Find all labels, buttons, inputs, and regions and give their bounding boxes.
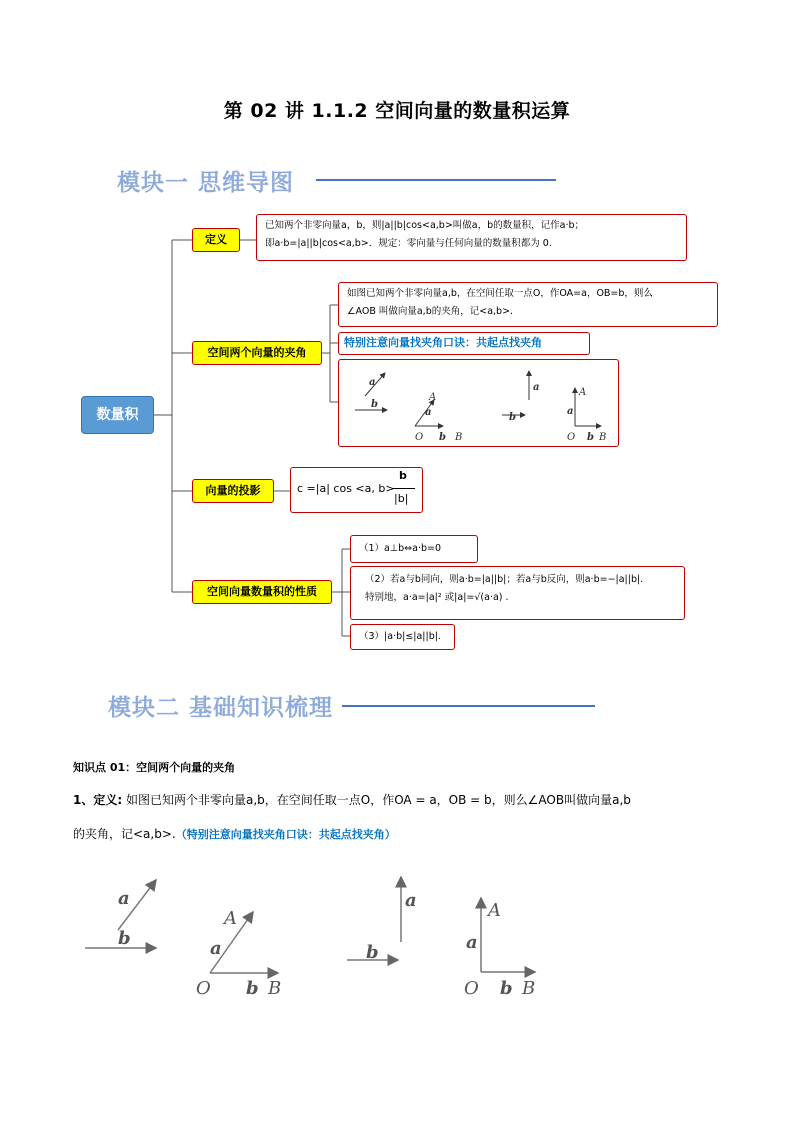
property-1-box: （1）a⊥b⇔a·b=0 xyxy=(350,535,478,563)
knowledge-paragraph-line1 xyxy=(73,788,733,812)
angle-definition-box xyxy=(338,282,718,327)
page-title: 第 02 讲 1.1.2 空间向量的数量积运算 xyxy=(223,100,571,122)
knowledge-line2-prefix: 的夹角，记<a,b>. xyxy=(73,827,176,841)
fig-l-a3: a xyxy=(405,890,417,911)
fig-s-a3: a xyxy=(533,382,540,393)
branch-definition: 定义 xyxy=(192,228,240,252)
fig-s-b4: b xyxy=(587,432,594,443)
angle-figure-large xyxy=(70,860,560,1010)
fig-s-a1: a xyxy=(369,377,376,388)
fig-s-A2: A xyxy=(429,392,437,403)
angle-tip-box: 特别注意向量找夹角口诀：共起点找夹角 xyxy=(338,332,590,355)
fig-l-b4: b xyxy=(500,978,513,999)
fig-l-a1: a xyxy=(118,888,130,909)
knowledge-def-text: 如图已知两个非零向量a,b，在空间任取一点O，作OA = a，OB = b，则么∠AOB叫做向量a,b xyxy=(122,793,631,807)
knowledge-paragraph-line2 xyxy=(73,822,396,847)
fraction-bar xyxy=(393,488,415,489)
angle-figure-small xyxy=(339,360,617,445)
definition-line2: 即a·b=|a||b|cos<a,b>．规定：零向量与任何向量的数量积都为 0. xyxy=(265,238,552,249)
property-3-box: （3）|a·b|≤|a||b|. xyxy=(350,624,455,650)
fig-l-O4: O xyxy=(464,978,479,999)
fig-s-B2: B xyxy=(455,432,463,443)
projection-box xyxy=(290,467,423,513)
fig-s-O4: O xyxy=(567,432,576,443)
projection-fraction-numerator: b xyxy=(399,469,407,482)
angle-line2: ∠AOB 叫做向量a,b的夹角，记<a,b>. xyxy=(347,306,514,317)
fig-s-B4: B xyxy=(599,432,607,443)
fig-s-b1: b xyxy=(371,399,378,410)
module1-heading: 模块一 思维导图 xyxy=(117,169,295,196)
module2-heading: 模块二 基础知识梳理 xyxy=(108,694,334,721)
angle-figure-box xyxy=(338,359,619,447)
fig-s-b2: b xyxy=(439,432,446,443)
mindmap-root: 数量积 xyxy=(81,396,154,434)
fig-l-O2: O xyxy=(196,978,211,999)
branch-angle: 空间两个向量的夹角 xyxy=(192,341,322,365)
fig-l-b3: b xyxy=(366,942,379,963)
projection-fraction-denominator: |b| xyxy=(394,492,409,505)
definition-box xyxy=(256,214,687,261)
fig-l-A2: A xyxy=(224,908,237,929)
fig-s-b3: b xyxy=(509,412,516,423)
fig-l-a2: a xyxy=(210,938,222,959)
projection-formula: c =|a| cos <a, b> xyxy=(297,482,395,495)
property-2-box xyxy=(350,566,685,620)
fig-l-B2: B xyxy=(268,978,282,999)
fig-l-b1: b xyxy=(118,928,131,949)
fig-l-B4: B xyxy=(522,978,536,999)
fig-s-a2: a xyxy=(425,407,432,418)
knowledge-def-label: 1、定义: xyxy=(73,793,123,807)
knowledge-tip: （特别注意向量找夹角口诀：共起点找夹角） xyxy=(175,828,396,841)
knowledge-heading: 知识点 01：空间两个向量的夹角 xyxy=(73,761,236,774)
angle-line1: 如图已知两个非零向量a,b，在空间任取一点O，作OA=a，OB=b，则么 xyxy=(347,288,653,299)
property-2-line1: （2）若a与b同向，则a·b=|a||b|；若a与b反向，则a·b=−|a||b|. xyxy=(365,574,644,585)
fig-s-A4: A xyxy=(579,387,587,398)
fig-l-A4: A xyxy=(488,900,501,921)
fig-l-a4: a xyxy=(466,932,478,953)
branch-projection: 向量的投影 xyxy=(192,479,274,503)
fig-l-b2: b xyxy=(246,978,259,999)
fig-s-O2: O xyxy=(415,432,424,443)
branch-properties: 空间向量数量积的性质 xyxy=(192,580,332,604)
fig-s-a4: a xyxy=(567,406,574,417)
module2-underline xyxy=(342,705,595,707)
property-2-line2: 特别地，a·a=|a|² 或|a|=√(a·a) . xyxy=(365,592,509,603)
definition-line1: 已知两个非零向量a，b，则|a||b|cos<a,b>叫做a，b的数量积，记作a·b； xyxy=(265,220,585,231)
